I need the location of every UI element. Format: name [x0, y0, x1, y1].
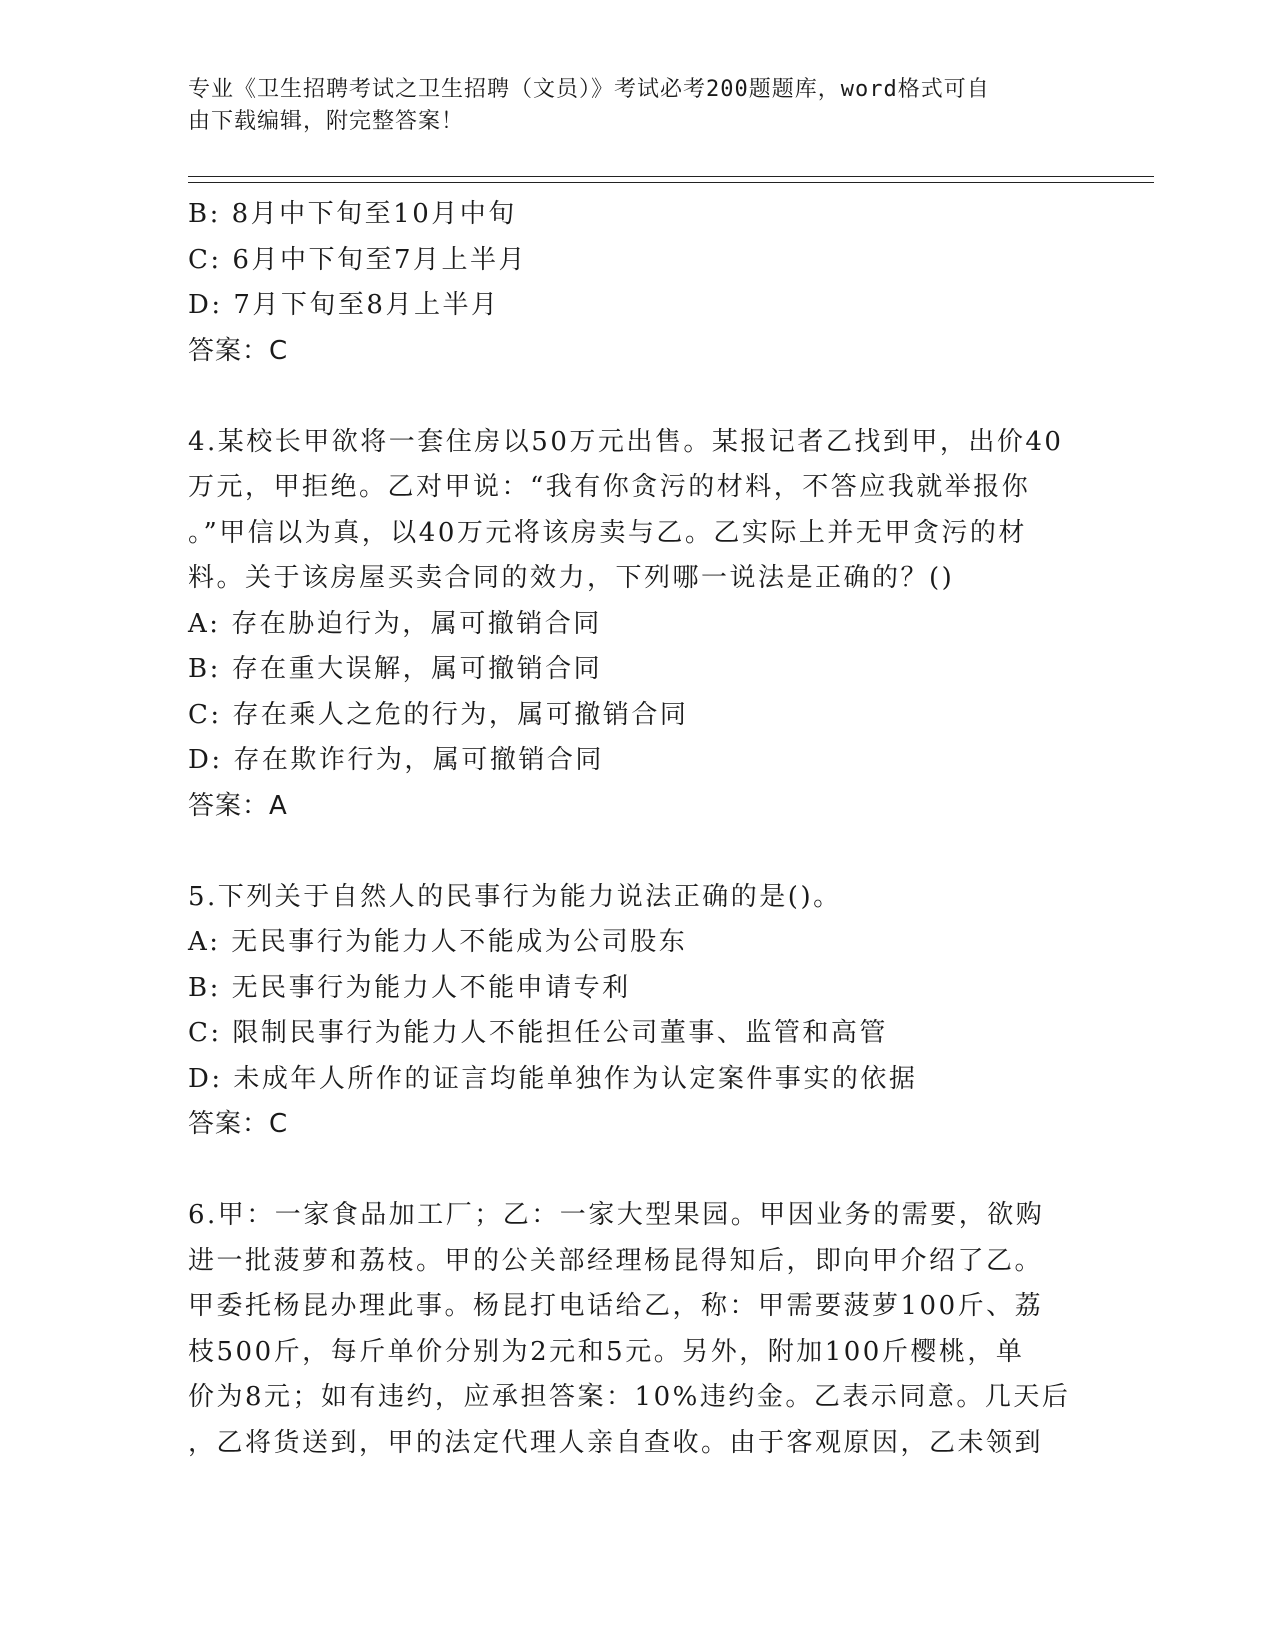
document-header [188, 74, 1068, 138]
spacer [188, 829, 1088, 875]
option-c: C: 限制民事行为能力人不能担任公司董事、监管和高管 [188, 1018, 888, 1048]
option-c: C: 6月中下旬至7月上半月 [188, 244, 528, 275]
option-d: D: 存在欺诈行为，属可撤销合同 [188, 745, 604, 775]
question-3-tail [188, 192, 1088, 374]
option-c: C: 存在乘人之危的行为，属可撤销合同 [188, 699, 689, 730]
question-text-line: 。”甲信以为真，以40万元将该房卖与乙。乙实际上并无甲贪污的材 [188, 517, 1027, 548]
option-b: B: 无民事行为能力人不能申请专利 [188, 972, 631, 1003]
question-text-line: 甲委托杨昆办理此事。杨昆打电话给乙，称：甲需要菠萝100斤、荔 [188, 1291, 1044, 1321]
document-body [188, 192, 1088, 1466]
question-text-line: 万元，甲拒绝。乙对甲说：“我有你贪污的材料，不答应我就举报你 [188, 472, 1031, 502]
answer-line: 答案：C [188, 1109, 289, 1139]
question-6 [188, 1193, 1088, 1466]
header-line-2: 由下载编辑，附完整答案！ [188, 109, 465, 134]
question-5 [188, 875, 1088, 1148]
question-text-line: 5.下列关于自然人的民事行为能力说法正确的是()。 [188, 881, 842, 912]
answer-line: 答案：C [188, 335, 289, 366]
header-line-1: 专业《卫生招聘考试之卫生招聘（文员）》考试必考200题题库，word格式可自 [188, 77, 990, 102]
header-divider-bottom [188, 182, 1154, 183]
option-a: A: 无民事行为能力人不能成为公司股东 [188, 927, 688, 957]
question-text-line: ，乙将货送到，甲的法定代理人亲自查收。由于客观原因，乙未领到 [188, 1427, 1044, 1458]
question-text-line: 价为8元；如有违约，应承担答案：10%违约金。乙表示同意。几天后 [188, 1382, 1071, 1412]
question-text-line: 进一批菠萝和荔枝。甲的公关部经理杨昆得知后，即向甲介绍了乙。 [188, 1245, 1044, 1276]
option-a: A: 存在胁迫行为，属可撤销合同 [188, 608, 602, 639]
question-text-line: 4.某校长甲欲将一套住房以50万元出售。某报记者乙找到甲，出价40 [188, 426, 1064, 457]
question-text-line: 枝500斤，每斤单价分别为2元和5元。另外，附加100斤樱桃，单 [188, 1336, 1025, 1367]
option-d: D: 未成年人所作的证言均能单独作为认定案件事实的依据 [188, 1063, 918, 1094]
option-b: B: 存在重大误解，属可撤销合同 [188, 654, 603, 684]
answer-line: 答案：A [188, 790, 288, 821]
spacer [188, 374, 1088, 420]
option-d: D: 7月下旬至8月上半月 [188, 290, 500, 320]
question-text-line: 料。关于该房屋买卖合同的效力，下列哪一说法是正确的？() [188, 563, 955, 593]
option-b: B: 8月中下旬至10月中旬 [188, 199, 517, 229]
header-divider-top [188, 176, 1154, 177]
question-4 [188, 420, 1088, 830]
question-text-line: 6.甲：一家食品加工厂；乙：一家大型果园。甲因业务的需要，欲购 [188, 1200, 1045, 1230]
spacer [188, 1148, 1088, 1194]
